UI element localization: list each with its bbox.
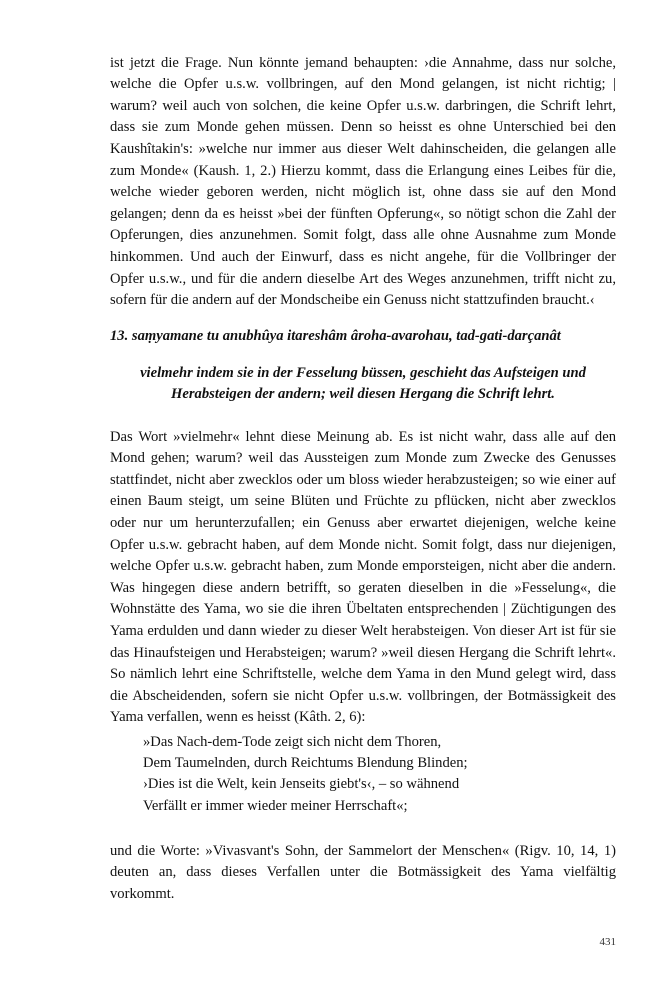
sutra-translation: vielmehr indem sie in der Fesselung büssen, geschieht das Aufsteigen und Herabsteigen der andern; weil diesen Hergang die Schrift lehrt.: [140, 365, 586, 402]
verse-quotation: [143, 732, 613, 817]
sutra-heading: 13. saṃyamane tu anubhûya itareshâm âroha-avarohau, tad-gati-darçanât: [110, 328, 561, 344]
verse-line-2: Dem Taumelnden, durch Reichtums Blendung Blinden;: [143, 755, 468, 772]
paragraph-continuation: ist jetzt die Frage. Nun könnte jemand behaupten: ›die Annahme, dass nur solche, welche die Opfer u.s.w. vollbringen, auf den Mond gelangen, ist nicht richtig; | warum? weil auch von solchen, die keine Opfer u.s.w. darbringen, die Schrift lehrt, dass sie zum Monde gehen müssen. Denn so heisst es ohne Unterschied bei den Kaushîtakin's: »welche nur immer aus dieser Welt dahinscheiden, die gelangen alle zum Monde« (Kaush. 1, 2.) Hierzu kommt, dass die Erlangung eines Leibes für die, welche wieder geboren werden, nicht möglich ist, ohne dass sie auf den Mond gelangen; denn da es heisst »bei der fünften Opferung«, so nötigt schon die Zahl der Opferungen, dies anzunehmen. Somit folgt, dass alle ohne Ausnahme zum Monde hinkommen. Und auch der Einwurf, dass es nicht angehe, für die Vollbringer der Opfer u.s.w., und für die andern dieselbe Art des Weges anzunehmen, trifft nicht zu, sofern für die andern auf der Mondscheibe ein Genuss nicht stattzufinden braucht.‹: [110, 54, 616, 309]
verse-line-4: Verfällt er immer wieder meiner Herrschaft«;: [143, 797, 408, 814]
verse-line-1: »Das Nach-dem-Tode zeigt sich nicht dem Thoren,: [143, 734, 442, 750]
paragraph-closing: und die Worte: »Vivasvant's Sohn, der Sammelort der Menschen« (Rigv. 10, 14, 1) deuten an, dass dieses Verfallen unter die Botmässigkeit des Yama vielfältig vorkommt.: [110, 842, 616, 902]
paragraph-commentary: Das Wort »vielmehr« lehnt diese Meinung ab. Es ist nicht wahr, dass alle auf den Mond gehen; warum? weil das Aussteigen zum Monde zum Zwecke des Genusses stattfindet, nicht aber zwecklos oder um bloss wieder herabzusteigen; so wie einer auf einen Baum steigt, um seine Blüten und Früchte zu pflücken, nicht aber zwecklos oder nur um herunterzufallen; ein Genuss aber erwartet diejenigen, welche keine Opfer u.s.w. gebracht haben, auf dem Monde nicht. Somit folgt, dass nur diejenigen, welche Opfer u.s.w. gebracht haben, zum Monde emporsteigen, nicht aber die andern. Was hingegen diese andern betrifft, so geraten dieselben in die »Fesselung«, die Wohnstätte des Yama, wo sie die ihren Übeltaten entsprechenden | Züchtigungen des Yama erdulden und dann wieder zu dieser Welt herabsteigen. Von dieser Art ist für sie das Hinaufsteigen und Herabsteigen; warum? »weil diesen Hergang die Schrift lehrt«. So nämlich lehrt eine Schriftstelle, welche dem Yama in den Mund gelegt wird, dass die Abscheidenden, sofern sie nicht Opfer u.s.w. vollbringen, der Botmässigkeit des Yama verfallen, wenn es heisst (Kâth. 2, 6):: [110, 428, 616, 726]
verse-line-3: ›Dies ist die Welt, kein Jenseits giebt's‹, – so wähnend: [143, 776, 460, 793]
page-number: 431: [599, 936, 616, 948]
